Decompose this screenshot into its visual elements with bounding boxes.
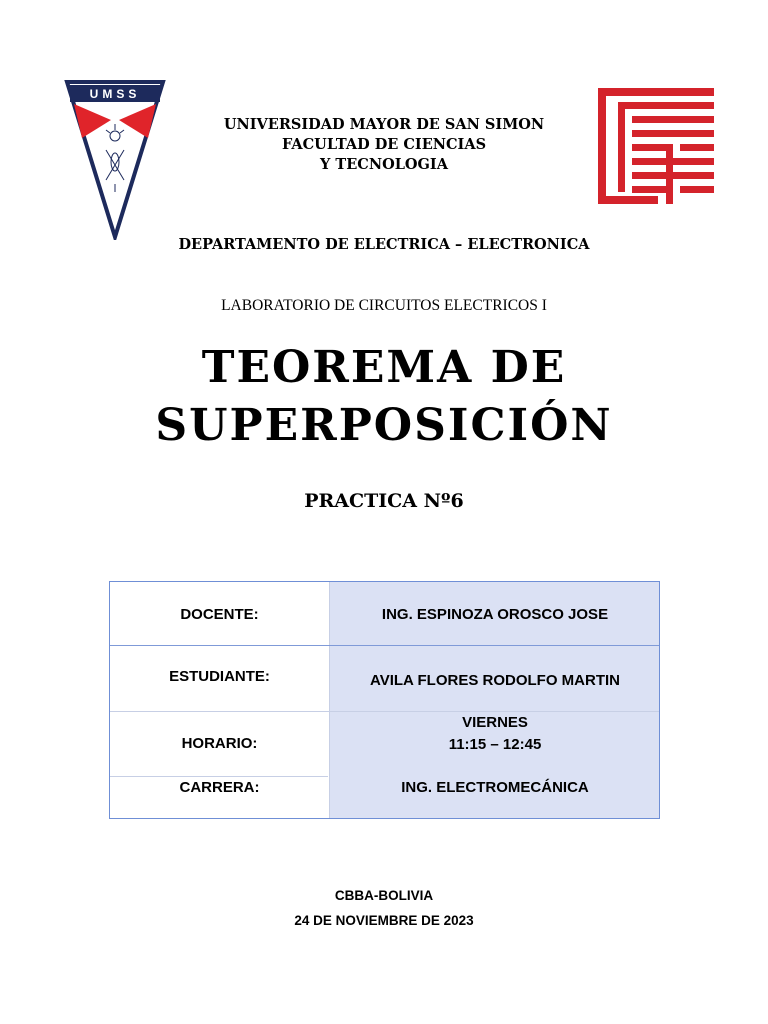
umss-logo-text: UMSS xyxy=(89,87,141,101)
document-title-line2: SUPERPOSICIÓN xyxy=(155,400,613,451)
carrera-label: CARRERA: xyxy=(179,779,260,796)
horario-label: HORARIO: xyxy=(181,735,258,752)
university-name: UNIVERSIDAD MAYOR DE SAN SIMON xyxy=(223,116,545,133)
carrera-value: ING. ELECTROMECÁNICA xyxy=(401,779,589,796)
practice-number: PRACTICA Nº6 xyxy=(304,490,464,512)
department-name: DEPARTAMENTO DE ELECTRICA – ELECTRONICA xyxy=(178,236,590,253)
table-divider xyxy=(110,645,659,646)
document-date: 24 DE NOVIEMBRE DE 2023 xyxy=(294,913,474,928)
estudiante-value: AVILA FLORES RODOLFO MARTIN xyxy=(370,672,620,689)
info-table xyxy=(109,581,660,819)
horario-day: VIERNES xyxy=(462,714,528,731)
laboratory-name: LABORATORIO DE CIRCUITOS ELECTRICOS I xyxy=(221,297,547,314)
docente-label: DOCENTE: xyxy=(180,606,259,623)
document-title-line1: TEOREMA DE xyxy=(201,342,567,393)
faculty-name: FACULTAD DE CIENCIAS xyxy=(281,136,487,153)
faculty-name-line2: Y TECNOLOGIA xyxy=(320,156,448,173)
estudiante-label: ESTUDIANTE: xyxy=(169,668,270,685)
docente-value: ING. ESPINOZA OROSCO JOSE xyxy=(381,606,609,623)
city-country: CBBA-BOLIVIA xyxy=(334,888,434,903)
horario-time: 11:15 – 12:45 xyxy=(448,736,542,753)
